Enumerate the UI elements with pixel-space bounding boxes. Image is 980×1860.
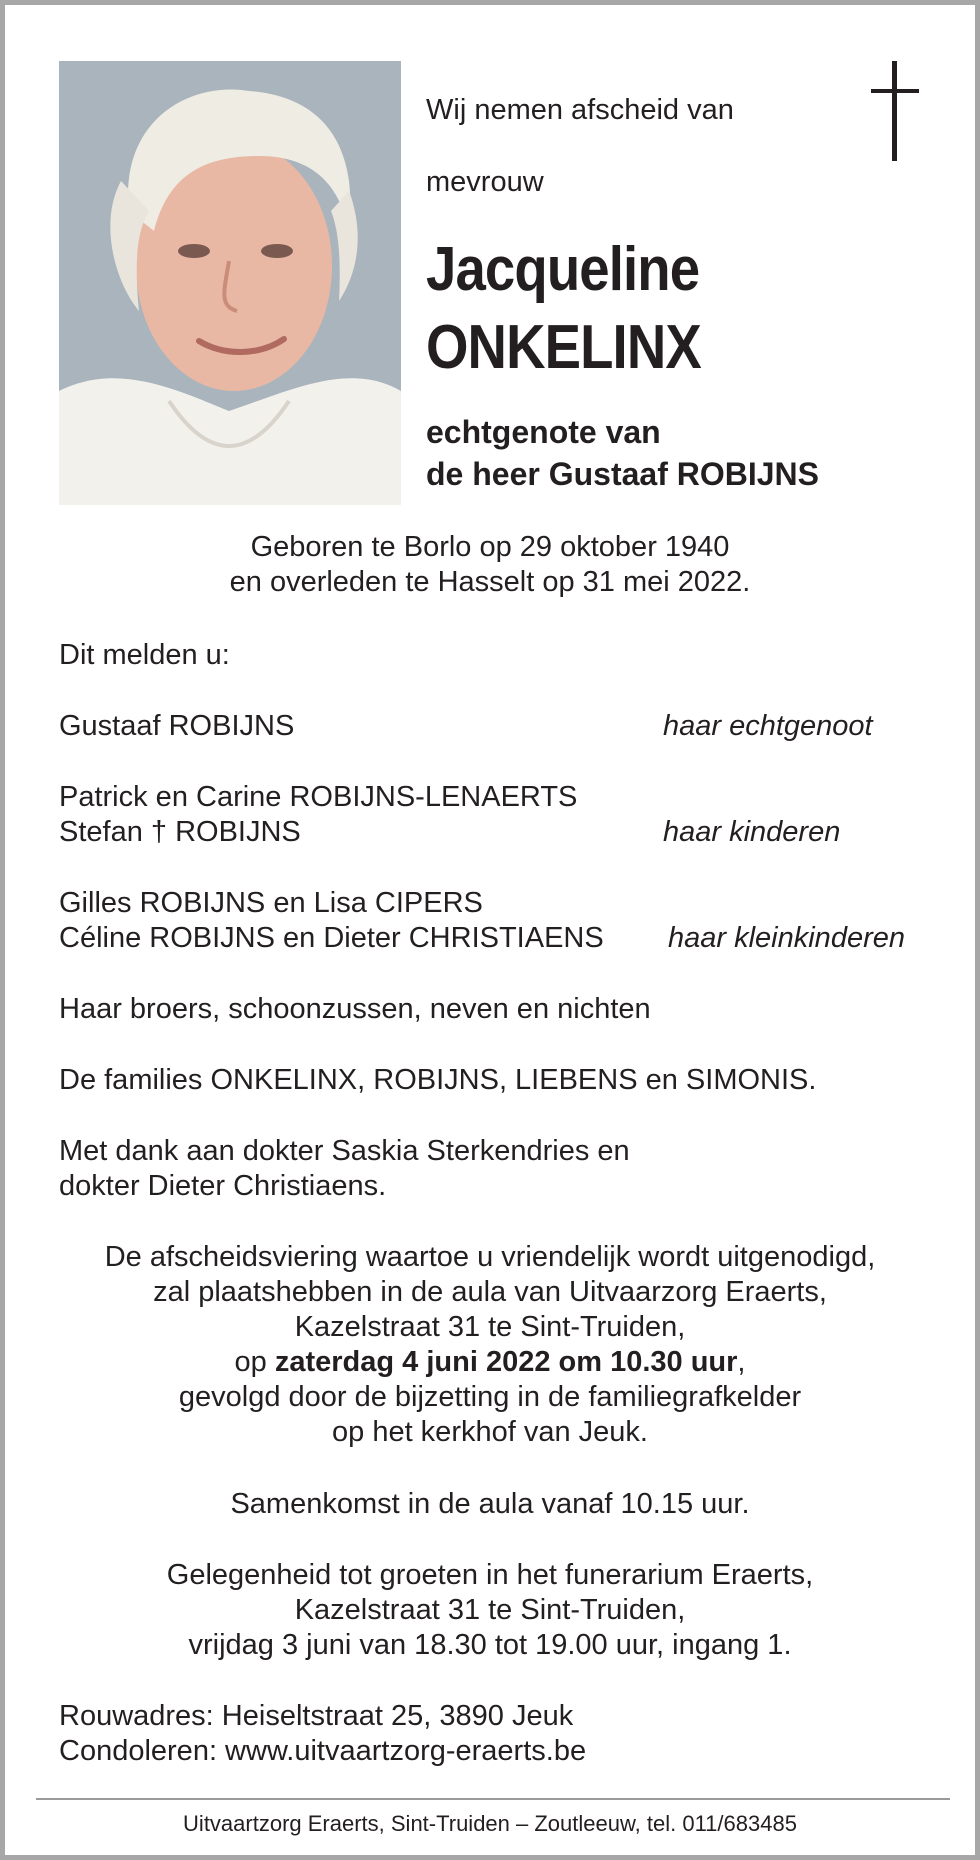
ceremony-line-6: op het kerkhof van Jeuk. [332,1416,648,1448]
last-name: ONKELINX [426,313,701,382]
gathering-info: Samenkomst in de aula vanaf 10.15 uur. [230,1488,750,1520]
thanks [59,1134,630,1204]
families: De families ONKELINX, ROBIJNS, LIEBENS en SIMONIS. [59,1064,817,1096]
visitation-line-1: Gelegenheid tot groeten in het funerarium Eraerts, [166,1559,814,1591]
relation-label: haar kleinkinderen [668,922,905,954]
ceremony-line-5: gevolgd door de bijzetting in de familiegrafkelder [178,1381,802,1413]
ceremony-date: zaterdag 4 juni 2022 om 10.30 uur [274,1346,738,1378]
latin-cross-icon [865,61,925,161]
funeral-home-footer: Uitvaartzorg Eraerts, Sint-Truiden – Zoutleeuw, tel. 011/683485 [183,1811,797,1836]
thanks-line-2: dokter Dieter Christiaens. [59,1170,387,1202]
life-dates [5,530,975,600]
born-line: Geboren te Borlo op 29 oktober 1940 [250,531,730,563]
first-name: Jacqueline [426,235,700,304]
relative-name: Patrick en Carine ROBIJNS-LENAERTS [59,781,578,813]
ceremony-date-prefix: op [234,1346,275,1378]
died-line: en overleden te Hasselt op 31 mei 2022. [229,566,751,598]
relative-name: Céline ROBIJNS en Dieter CHRISTIAENS [59,922,604,954]
thanks-line-1: Met dank aan dokter Saskia Sterkendries en [59,1135,630,1167]
honorific: mevrouw [426,166,544,198]
relation-label: haar echtgenoot [663,710,873,742]
deceased-name [426,231,701,387]
visitation-line-2: Kazelstraat 31 te Sint-Truiden, [294,1594,686,1626]
mourning-address: Rouwadres: Heiseltstraat 25, 3890 Jeuk [59,1700,574,1732]
ceremony-line-2: zal plaatshebben in de aula van Uitvaarzorg Eraerts, [153,1276,827,1308]
relative-name: Stefan † ROBIJNS [59,816,301,848]
ceremony-line-3: Kazelstraat 31 te Sint-Truiden, [294,1311,686,1343]
extended-family: Haar broers, schoonzussen, neven en nichten [59,993,651,1025]
spouse-line-2: de heer Gustaaf ROBIJNS [426,456,819,492]
ceremony-info [5,1240,975,1450]
spouse-line-1: echtgenote van [426,414,661,450]
condolence-link[interactable]: Condoleren: www.uitvaartzorg-eraerts.be [59,1735,587,1767]
announcement-intro: Dit melden u: [59,639,230,671]
relation-label: haar kinderen [663,816,841,848]
intro-text: Wij nemen afscheid van [426,94,734,126]
visitation-info [5,1558,975,1663]
contact-info [59,1699,586,1769]
spouse-info [426,411,819,495]
ceremony-line-1: De afscheidsviering waartoe u vriendelijk wordt uitgenodigd, [104,1241,876,1273]
ceremony-line-4 [5,1345,975,1380]
portrait-photo [59,61,401,505]
ceremony-date-suffix: , [737,1346,746,1378]
visitation-line-3: vrijdag 3 juni van 18.30 tot 19.00 uur, ingang 1. [188,1629,792,1661]
relative-name: Gustaaf ROBIJNS [59,710,295,742]
relative-name: Gilles ROBIJNS en Lisa CIPERS [59,887,483,919]
footer-divider [36,1798,950,1800]
